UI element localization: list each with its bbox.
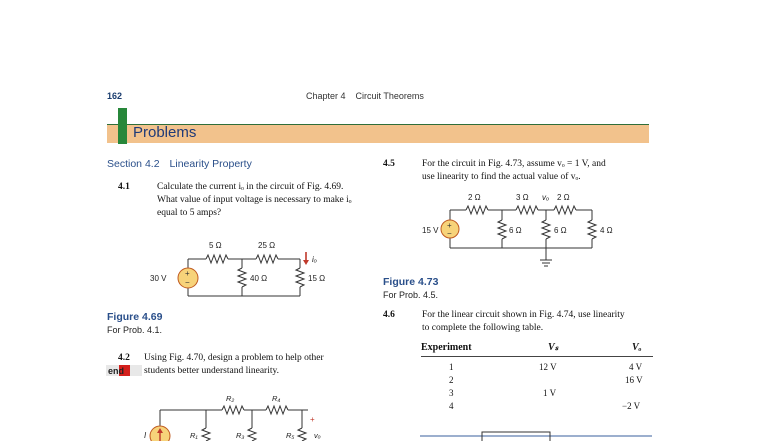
table-header-vo: Vₒ xyxy=(632,342,642,353)
svg-text:+: + xyxy=(185,269,190,278)
figure-4-69-caption: Figure 4.69 xyxy=(107,311,163,323)
problem-line: equal to 5 amps? xyxy=(157,208,222,218)
fig469-source-label: 30 V xyxy=(150,274,167,283)
circuit-fig-4-74-partial xyxy=(420,424,660,441)
table-header-vs: Vₛ xyxy=(548,342,559,353)
problem-number: 4.5 xyxy=(383,159,395,169)
problem-text xyxy=(422,309,625,335)
eod-badge-text: end xyxy=(108,366,125,376)
problem-number: 4.2 xyxy=(118,353,130,363)
problem-line: students better understand linearity. xyxy=(144,366,279,376)
section-title: Linearity Property xyxy=(169,158,252,170)
problem-4-5 xyxy=(383,158,653,186)
figure-4-73-caption: Figure 4.73 xyxy=(383,276,439,288)
circuit-fig-4-69 xyxy=(150,232,340,302)
fig473-r4: 6 Ω xyxy=(509,226,522,235)
current-arrow-icon xyxy=(303,260,309,265)
fig469-r3: 40 Ω xyxy=(250,274,268,283)
svg-text:+: + xyxy=(447,221,452,230)
problem-text xyxy=(157,181,352,220)
problems-title: Problems xyxy=(133,124,197,141)
problem-line: to complete the following table. xyxy=(422,323,544,333)
fig470-vo: vₒ xyxy=(314,431,321,440)
table-cell: 16 V xyxy=(625,375,643,385)
fig469-r1: 5 Ω xyxy=(209,241,222,250)
design-problem-badge-icon xyxy=(106,365,142,376)
fig473-source-label: 15 V xyxy=(422,226,439,235)
fig473-vo: vₒ xyxy=(542,193,550,202)
svg-text:−: − xyxy=(185,278,190,287)
table-cell: 2 xyxy=(449,375,454,385)
fig469-r4: 15 Ω xyxy=(308,274,326,283)
problem-line: Using Fig. 4.70, design a problem to help other xyxy=(144,353,324,363)
circuit-fig-4-70 xyxy=(140,390,340,441)
problem-line: For the circuit in Fig. 4.73, assume vₒ = 1 V, and xyxy=(422,159,606,169)
fig473-r2: 3 Ω xyxy=(516,193,529,202)
experiment-table xyxy=(421,342,653,416)
circuit-fig-4-73 xyxy=(420,190,620,270)
fig473-r6: 4 Ω xyxy=(600,226,613,235)
table-cell: 4 V xyxy=(629,362,643,372)
chapter-label: Chapter 4 xyxy=(306,91,346,101)
green-accent-bar xyxy=(118,108,127,144)
problem-line: For the linear circuit shown in Fig. 4.74, use linearity xyxy=(422,310,625,320)
problem-text xyxy=(144,352,324,378)
chapter-title: Circuit Theorems xyxy=(355,91,424,101)
figure-4-69-for: For Prob. 4.1. xyxy=(107,325,163,335)
problem-number: 4.6 xyxy=(383,310,395,320)
problem-line: use linearity to find the actual value of vₒ. xyxy=(422,172,581,182)
table-cell: 1 xyxy=(449,362,454,372)
section-heading xyxy=(107,158,252,170)
fig473-r3: 2 Ω xyxy=(557,193,570,202)
problem-line: Calculate the current iₒ in the circuit of Fig. 4.69. xyxy=(157,182,344,192)
fig470-plus: + xyxy=(310,415,315,424)
page-number: 162 xyxy=(107,91,123,101)
problem-4-6 xyxy=(383,309,663,337)
figure-4-73-for: For Prob. 4.5. xyxy=(383,290,439,300)
fig469-r2: 25 Ω xyxy=(258,241,276,250)
table-header-experiment: Experiment xyxy=(421,342,472,353)
fig473-r5: 6 Ω xyxy=(554,226,567,235)
fig470-r1: R₁ xyxy=(190,431,198,440)
table-cell: 1 V xyxy=(543,388,557,398)
problem-number: 4.1 xyxy=(118,182,130,192)
fig470-r4: R₄ xyxy=(272,394,281,403)
problem-4-2 xyxy=(118,352,388,380)
fig470-r2: R₂ xyxy=(226,394,235,403)
fig470-source-label: I xyxy=(144,431,147,440)
fig469-current-label: iₒ xyxy=(312,255,317,264)
problem-4-1 xyxy=(118,181,388,221)
section-number: Section 4.2 xyxy=(107,158,160,170)
table-cell: −2 V xyxy=(622,401,641,411)
table-rule xyxy=(421,356,653,357)
problem-line: What value of input voltage is necessary to make iₒ xyxy=(157,195,352,205)
fig473-r1: 2 Ω xyxy=(468,193,481,202)
running-header xyxy=(306,91,424,101)
table-cell: 3 xyxy=(449,388,454,398)
table-cell: 12 V xyxy=(539,362,557,372)
table-cell: 4 xyxy=(449,401,454,411)
fig470-r5: R₅ xyxy=(286,431,295,440)
fig470-r3: R₃ xyxy=(236,431,245,440)
svg-text:−: − xyxy=(447,229,452,238)
problem-text xyxy=(422,158,606,184)
